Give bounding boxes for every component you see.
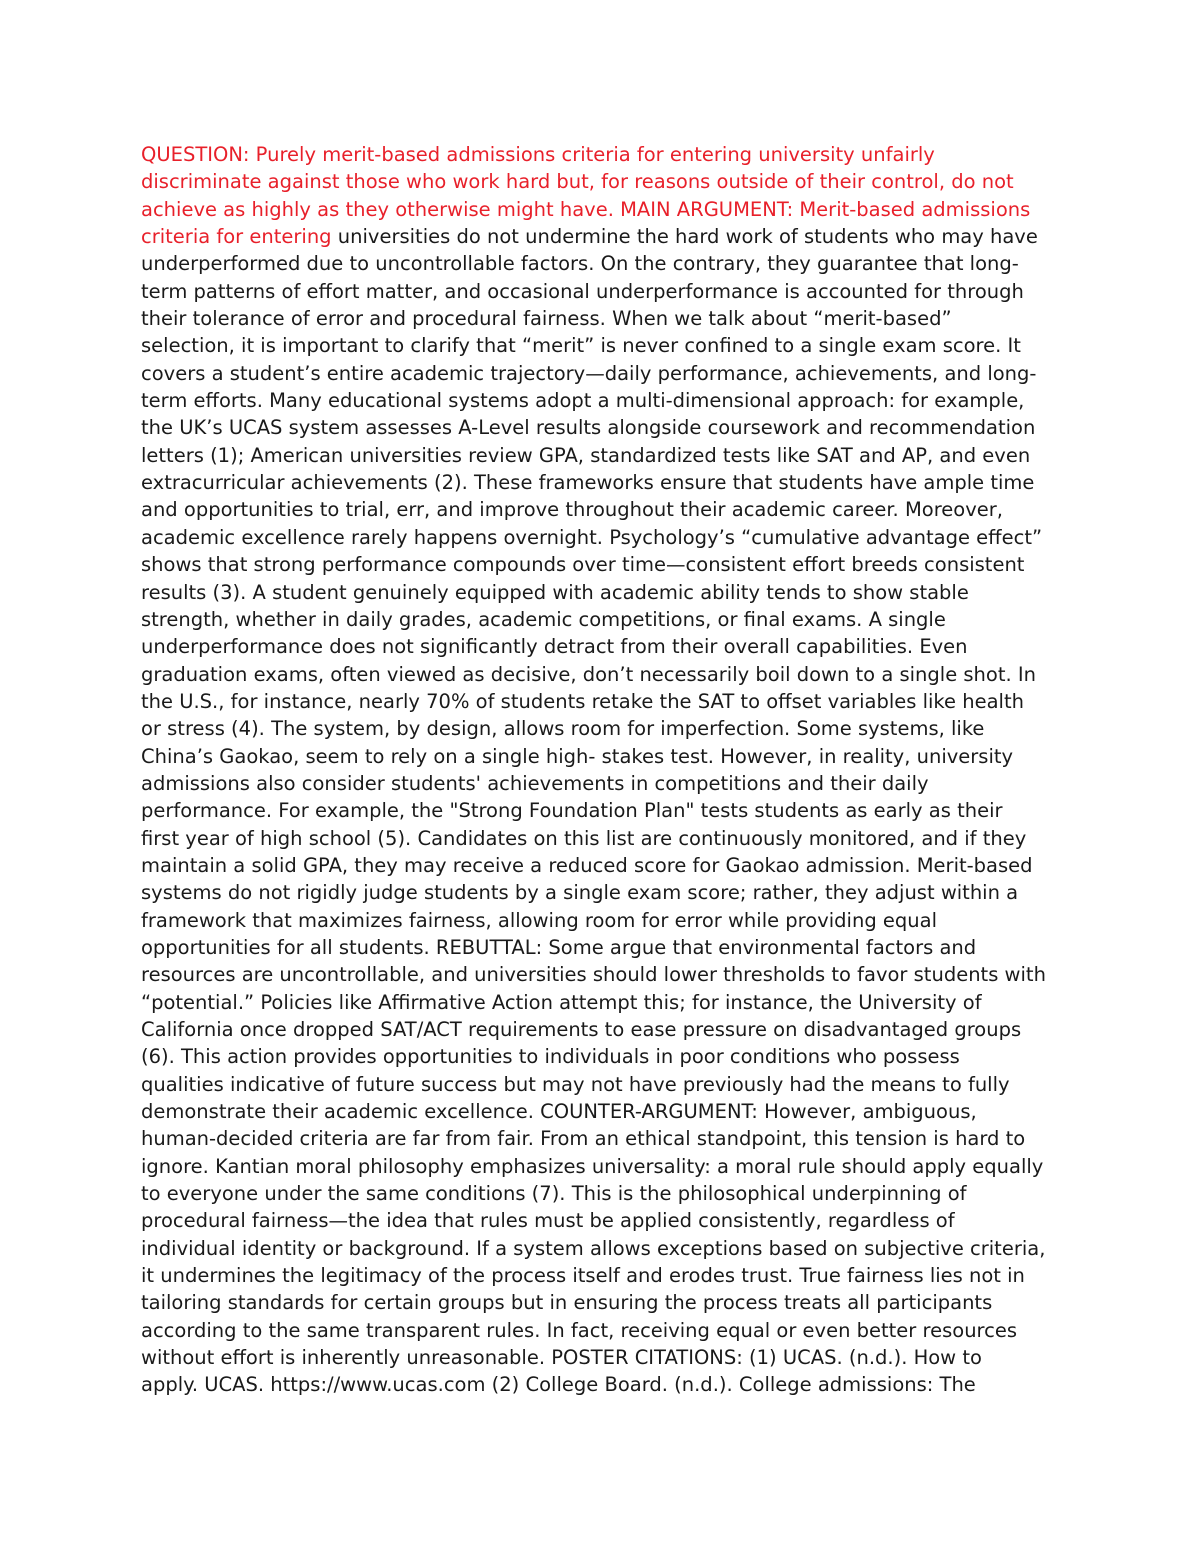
text-segment: results (3). A student genuinely equipped with academic ability tends to show stable: [141, 580, 969, 604]
text-line: [141, 305, 1061, 332]
text-segment: their tolerance of error and procedural fairness. When we talk about “merit-based”: [141, 307, 952, 331]
text-line: [141, 278, 1061, 305]
text-segment: term patterns of effort matter, and occasional underperformance is accounted for through: [141, 279, 1024, 303]
text-line: [141, 1071, 1061, 1098]
text-segment: China’s Gaokao, seem to rely on a single high- stakes test. However, in reality, university: [141, 744, 1014, 768]
text-segment: or stress (4). The system, by design, allows room for imperfection. Some systems, like: [141, 717, 985, 741]
text-line: [141, 141, 1061, 168]
text-segment: admissions also consider students' achievements in competitions and their daily: [141, 771, 929, 795]
text-segment: the U.S., for instance, nearly 70% of students retake the SAT to offset variables like health: [141, 689, 1024, 713]
text-line: [141, 524, 1061, 551]
text-line: [141, 661, 1061, 688]
text-segment: human-decided criteria are far from fair. From an ethical standpoint, this tension is hard to: [141, 1127, 1026, 1151]
text-line: [141, 442, 1061, 469]
document-body: [141, 141, 1061, 1399]
text-segment: according to the same transparent rules. In fact, receiving equal or even better resources: [141, 1318, 1018, 1342]
text-segment: systems do not rigidly judge students by a single exam score; rather, they adjust within a: [141, 881, 1019, 905]
text-line: [141, 770, 1061, 797]
text-segment: selection, it is important to clarify that “merit” is never confined to a single exam score. It: [141, 334, 1021, 358]
text-segment: ignore. Kantian moral philosophy emphasizes universality: a moral rule should apply equally: [141, 1154, 1044, 1178]
text-line: [141, 1016, 1061, 1043]
text-line: [141, 934, 1061, 961]
text-line: [141, 551, 1061, 578]
highlighted-text-segment: criteria for entering: [141, 225, 332, 249]
text-segment: universities do not undermine the hard work of students who may have: [331, 225, 1038, 249]
text-segment: it undermines the legitimacy of the process itself and erodes trust. True fairness lies not in: [141, 1264, 1025, 1288]
text-line: [141, 1153, 1061, 1180]
text-segment: resources are uncontrollable, and universities should lower thresholds to favor students with: [141, 963, 1046, 987]
text-line: [141, 414, 1061, 441]
text-line: [141, 387, 1061, 414]
text-segment: opportunities for all students. REBUTTAL: Some argue that environmental factors and: [141, 935, 977, 959]
text-line: [141, 1043, 1061, 1070]
text-line: [141, 1344, 1061, 1371]
text-segment: extracurricular achievements (2). These frameworks ensure that students have ample time: [141, 471, 1035, 495]
text-line: [141, 223, 1061, 250]
text-line: [141, 797, 1061, 824]
text-segment: letters (1); American universities review GPA, standardized tests like SAT and AP, and even: [141, 443, 1031, 467]
text-line: [141, 1317, 1061, 1344]
text-segment: underperformance does not significantly detract from their overall capabilities. Even: [141, 635, 968, 659]
text-line: [141, 907, 1061, 934]
text-line: [141, 1180, 1061, 1207]
text-segment: tailoring standards for certain groups but in ensuring the process treats all participants: [141, 1291, 993, 1315]
text-segment: without effort is inherently unreasonable. POSTER CITATIONS: (1) UCAS. (n.d.). How to: [141, 1346, 982, 1370]
text-segment: procedural fairness—the idea that rules must be applied consistently, regardless of: [141, 1209, 955, 1233]
text-line: [141, 1098, 1061, 1125]
text-segment: (6). This action provides opportunities to individuals in poor conditions who possess: [141, 1045, 960, 1069]
text-segment: “potential.” Policies like Affirmative Action attempt this; for instance, the University of: [141, 990, 982, 1014]
text-line: [141, 332, 1061, 359]
text-line: [141, 1371, 1061, 1398]
text-segment: apply. UCAS. https://www.ucas.com (2) College Board. (n.d.). College admissions: The: [141, 1373, 976, 1397]
text-segment: individual identity or background. If a system allows exceptions based on subjective criteria,: [141, 1236, 1046, 1260]
text-segment: framework that maximizes fairness, allowing room for error while providing equal: [141, 908, 937, 932]
highlighted-text-segment: QUESTION: Purely merit-based admissions criteria for entering university unfairly: [141, 143, 935, 166]
text-line: [141, 360, 1061, 387]
text-line: [141, 633, 1061, 660]
text-line: [141, 1207, 1061, 1234]
text-line: [141, 196, 1061, 223]
text-segment: term efforts. Many educational systems adopt a multi-dimensional approach: for example,: [141, 389, 1025, 413]
text-segment: first year of high school (5). Candidates on this list are continuously monitored, and if they: [141, 826, 1027, 850]
text-line: [141, 579, 1061, 606]
text-segment: graduation exams, often viewed as decisive, don’t necessarily boil down to a single shot. In: [141, 662, 1036, 686]
text-line: [141, 606, 1061, 633]
text-segment: performance. For example, the "Strong Foundation Plan" tests students as early as their: [141, 799, 1003, 823]
text-segment: and opportunities to trial, err, and improve throughout their academic career. Moreover,: [141, 498, 1003, 522]
text-segment: California once dropped SAT/ACT requirements to ease pressure on disadvantaged groups: [141, 1018, 1022, 1041]
text-segment: to everyone under the same conditions (7). This is the philosophical underpinning of: [141, 1182, 967, 1206]
text-line: [141, 168, 1061, 195]
text-segment: covers a student’s entire academic trajectory—daily performance, achievements, and long-: [141, 361, 1037, 385]
text-segment: underperformed due to uncontrollable factors. On the contrary, they guarantee that long-: [141, 252, 1019, 276]
text-line: [141, 1289, 1061, 1316]
text-line: [141, 879, 1061, 906]
text-line: [141, 469, 1061, 496]
text-segment: qualities indicative of future success but may not have previously had the means to fully: [141, 1072, 1010, 1096]
text-line: [141, 1125, 1061, 1152]
text-line: [141, 1235, 1061, 1262]
text-line: [141, 743, 1061, 770]
text-line: [141, 496, 1061, 523]
text-line: [141, 1262, 1061, 1289]
text-line: [141, 715, 1061, 742]
text-segment: shows that strong performance compounds over time—consistent effort breeds consistent: [141, 553, 1025, 577]
text-line: [141, 989, 1061, 1016]
text-line: [141, 961, 1061, 988]
highlighted-text-segment: achieve as highly as they otherwise might have. MAIN ARGUMENT: Merit-based admissions: [141, 197, 1031, 221]
text-segment: demonstrate their academic excellence. COUNTER-ARGUMENT: However, ambiguous,: [141, 1100, 977, 1124]
text-segment: strength, whether in daily grades, academic competitions, or final exams. A single: [141, 607, 946, 631]
text-line: [141, 688, 1061, 715]
text-segment: academic excellence rarely happens overnight. Psychology’s “cumulative advantage effect”: [141, 525, 1043, 549]
text-line: [141, 825, 1061, 852]
highlighted-text-segment: discriminate against those who work hard but, for reasons outside of their control, do not: [141, 170, 1014, 194]
text-segment: maintain a solid GPA, they may receive a reduced score for Gaokao admission. Merit-based: [141, 853, 1033, 877]
text-line: [141, 250, 1061, 277]
text-segment: the UK’s UCAS system assesses A-Level results alongside coursework and recommendation: [141, 416, 1036, 440]
text-line: [141, 852, 1061, 879]
